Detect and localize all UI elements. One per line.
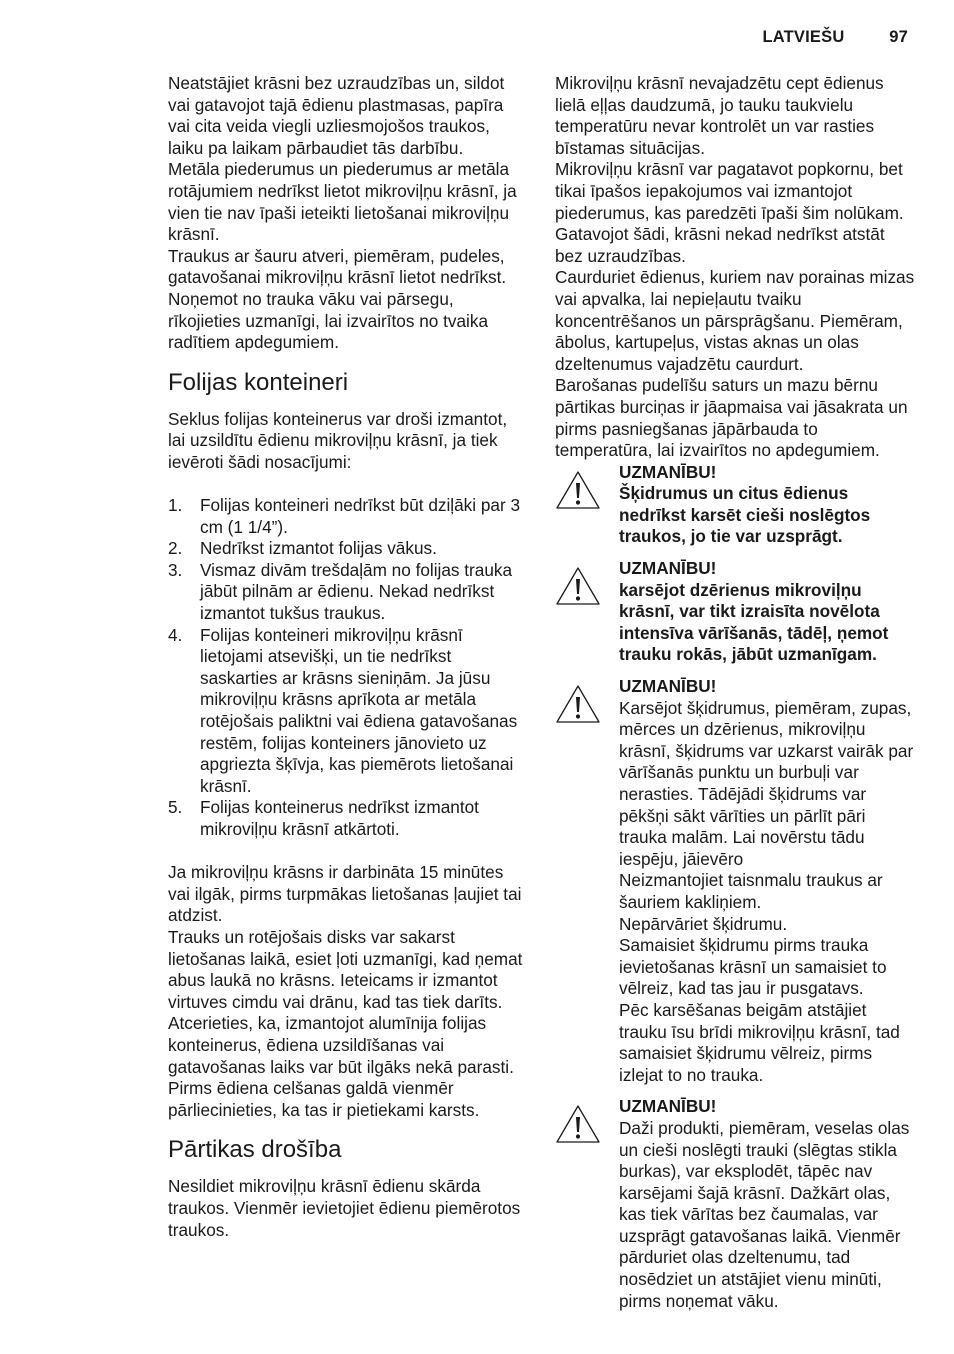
list-number: 4.	[168, 624, 183, 645]
warning-text: Karsējot šķidrumus, piemēram, zupas, mērces un dzērienus, mikroviļņu krāsnī, šķidrums var uzkarst vairāk par vārīšanās punktu un burbuļi var nerasties. Tādējādi šķidrums var pēkšņi sākt vārīties un pārlīt pāri trauka malām. Lai novērstu tādu iespēju, jāievēro	[619, 697, 914, 869]
intro-paragraph: Neatstājiet krāsni bez uzraudzības un, sildot vai gatavojot tajā ēdienu plastmasas, papīra vai cita veida viegli uzliesmojošos traukos, laiku pa laikam pārbaudiet tās darbību.	[168, 73, 505, 158]
body-paragraph: Mikroviļņu krāsnī var pagatavot popkornu, bet tikai īpašos iepakojumos vai izmantojot piederumus, kas paredzēti īpaši šim nolūkam. Gatavojot šādi, krāsni nekad nedrīkst atstāt bez uzraudzības.	[555, 159, 904, 266]
warning-triangle-icon	[555, 1104, 601, 1144]
warning-block	[555, 558, 915, 666]
body-paragraph: Caurduriet ēdienus, kuriem nav porainas mizas vai apvalka, lai nepieļautu tvaiku koncentrēšanos un pārsprāgšanu. Piemēram, ābolus, kartupeļus, vistas aknas un olas dzeltenumus vajadzētu caurdurt.	[555, 267, 915, 374]
warning-text: karsējot dzērienus mikroviļņu krāsnī, var tikt izraisīta novēlota intensīva vārīšanās, tādēļ, ņemot trauku rokās, jābūt uzmanīgam.	[619, 579, 889, 665]
food-safety-paragraph: Nesildiet mikroviļņu krāsnī ēdienu skārda traukos. Vienmēr ievietojiet ēdienu piemērotos traukos.	[168, 1176, 521, 1240]
warning-triangle-icon	[555, 470, 601, 510]
intro-paragraph: Metāla piederumus un piederumus ar metāla rotājumiem nedrīkst lietot mikroviļņu krāsnī, ja vien tie nav īpaši ieteikti lietošanai mikroviļņu krāsnī.	[168, 159, 517, 245]
warning-triangle-icon	[555, 684, 601, 724]
warning-title: UZMANĪBU!	[619, 676, 717, 697]
body-paragraph: Trauks un rotējošais disks var sakarst lietošanas laikā, esiet ļoti uzmanīgi, kad ņemat abus laukā no krāsns. Ieteicams ir izmantot virtuves cimdu vai drānu, kad tas tiek darīts.	[168, 926, 523, 1012]
warning-block	[555, 676, 915, 1086]
food-safety-heading: Pārtikas drošība	[168, 1136, 342, 1164]
warning-block	[555, 1096, 915, 1312]
body-paragraph: Atcerieties, ka, izmantojot alumīnija folijas konteinerus, ēdiena uzsildīšanas vai gatavošanas laiks var būt ilgāks nekā parasti. Pirms ēdiena celšanas galdā vienmēr pārliecinieties, ka tas ir pietiekami karsts.	[168, 1013, 514, 1120]
warning-text: Neizmantojiet taisnmalu traukus ar šauriem kakliņiem.	[619, 870, 883, 912]
left-column	[168, 73, 524, 1241]
body-paragraph: Ja mikroviļņu krāsns ir darbināta 15 minūtes vai ilgāk, pirms turpmākas lietošanas ļaujiet tai atdzist.	[168, 862, 522, 926]
foil-intro: Seklus folijas konteinerus var droši izmantot, lai uzsildītu ēdienu mikroviļņu krāsnī, ja tiek ievēroti šādi nosacījumi:	[168, 408, 508, 472]
list-item	[168, 538, 524, 560]
list-item	[168, 560, 524, 625]
right-column	[555, 73, 915, 1312]
intro-paragraph: Traukus ar šauru atveri, piemēram, pudeles, gatavošanai mikroviļņu krāsnī lietot nedrīkst.	[168, 245, 507, 288]
warning-text: Samaisiet šķidrumu pirms trauka ievietošanas krāsnī un samaisiet to vēlreiz, kad tas jau ir pusgatavs.	[619, 935, 887, 999]
list-text: Folijas konteineri nedrīkst būt dziļāki par 3 cm (1 1/4”).	[200, 495, 521, 537]
warning-text: Pēc karsēšanas beigām atstājiet trauku īsu brīdi mikroviļņu krāsnī, tad samaisiet šķidrumu vēlreiz, pirms izlejat to no trauka.	[619, 999, 900, 1085]
page-header	[762, 28, 908, 47]
list-item	[168, 797, 524, 840]
warning-text: Nepārvāriet šķidrumu.	[619, 913, 788, 934]
list-text: Folijas konteinerus nedrīkst izmantot mikroviļņu krāsnī atkārtoti.	[200, 797, 479, 839]
language-label: LATVIEŠU	[762, 28, 845, 46]
page-number: 97	[889, 28, 908, 46]
list-number: 1.	[168, 495, 183, 516]
warning-triangle-icon	[555, 566, 601, 606]
list-number: 5.	[168, 797, 183, 818]
list-item	[168, 625, 524, 798]
warning-block	[555, 462, 915, 548]
foil-list	[168, 495, 524, 841]
body-paragraph: Mikroviļņu krāsnī nevajadzētu cept ēdienus lielā eļļas daudzumā, jo tauku taukvielu temperatūru nevar kontrolēt un var rasties bīstamas situācijas.	[555, 73, 884, 158]
list-number: 3.	[168, 559, 183, 580]
foil-heading: Folijas konteineri	[168, 368, 349, 396]
warning-title: UZMANĪBU!	[619, 461, 717, 482]
warning-title: UZMANĪBU!	[619, 558, 717, 579]
warning-text: Daži produkti, piemēram, veselas olas un cieši noslēgti trauki (slēgtas stikla burkas), var eksplodēt, tāpēc nav karsējami šajā krāsnī. Dažkārt olas, kas tiek vārītas bez čaumalas, var uzsprāgt gatavošanas laikā. Vienmēr pārduriet olas dzeltenumu, tad nosēdziet un atstājiet vienu minūti, pirms noņemat vāku.	[619, 1117, 910, 1311]
warning-text: Šķidrumus un citus ēdienus nedrīkst karsēt cieši noslēgtos traukos, jo tie var uzsprāgt.	[619, 483, 871, 547]
list-number: 2.	[168, 538, 183, 559]
list-text: Folijas konteineri mikroviļņu krāsnī lietojami atsevišķi, un tie nedrīkst saskarties ar krāsns sieniņām. Ja jūsu mikroviļņu krāsns aprīkota ar metāla rotējošais paliktni vai ēdiena gatavošanas restēm, folijas konteiners jānovieto uz apgriezta šķīvja, kas piemērots lietošanai krāsnī.	[200, 624, 518, 796]
list-text: Nedrīkst izmantot folijas vākus.	[200, 538, 437, 559]
intro-paragraph: Noņemot no trauka vāku vai pārsegu, rīkojieties uzmanīgi, lai izvairītos no tvaika radītiem apdegumiem.	[168, 288, 489, 353]
list-item	[168, 495, 524, 538]
list-text: Vismaz divām trešdaļām no folijas trauka jābūt pilnām ar ēdienu. Nekad nedrīkst izmantot tukšus traukus.	[200, 559, 513, 624]
body-paragraph: Barošanas pudelīšu saturs un mazu bērnu pārtikas burciņas ir jāapmaisa vai jāsakrata un pirms pasniegšanas jāpārbauda to temperatūra, lai izvairītos no apdegumiem.	[555, 375, 908, 461]
warning-title: UZMANĪBU!	[619, 1096, 717, 1117]
